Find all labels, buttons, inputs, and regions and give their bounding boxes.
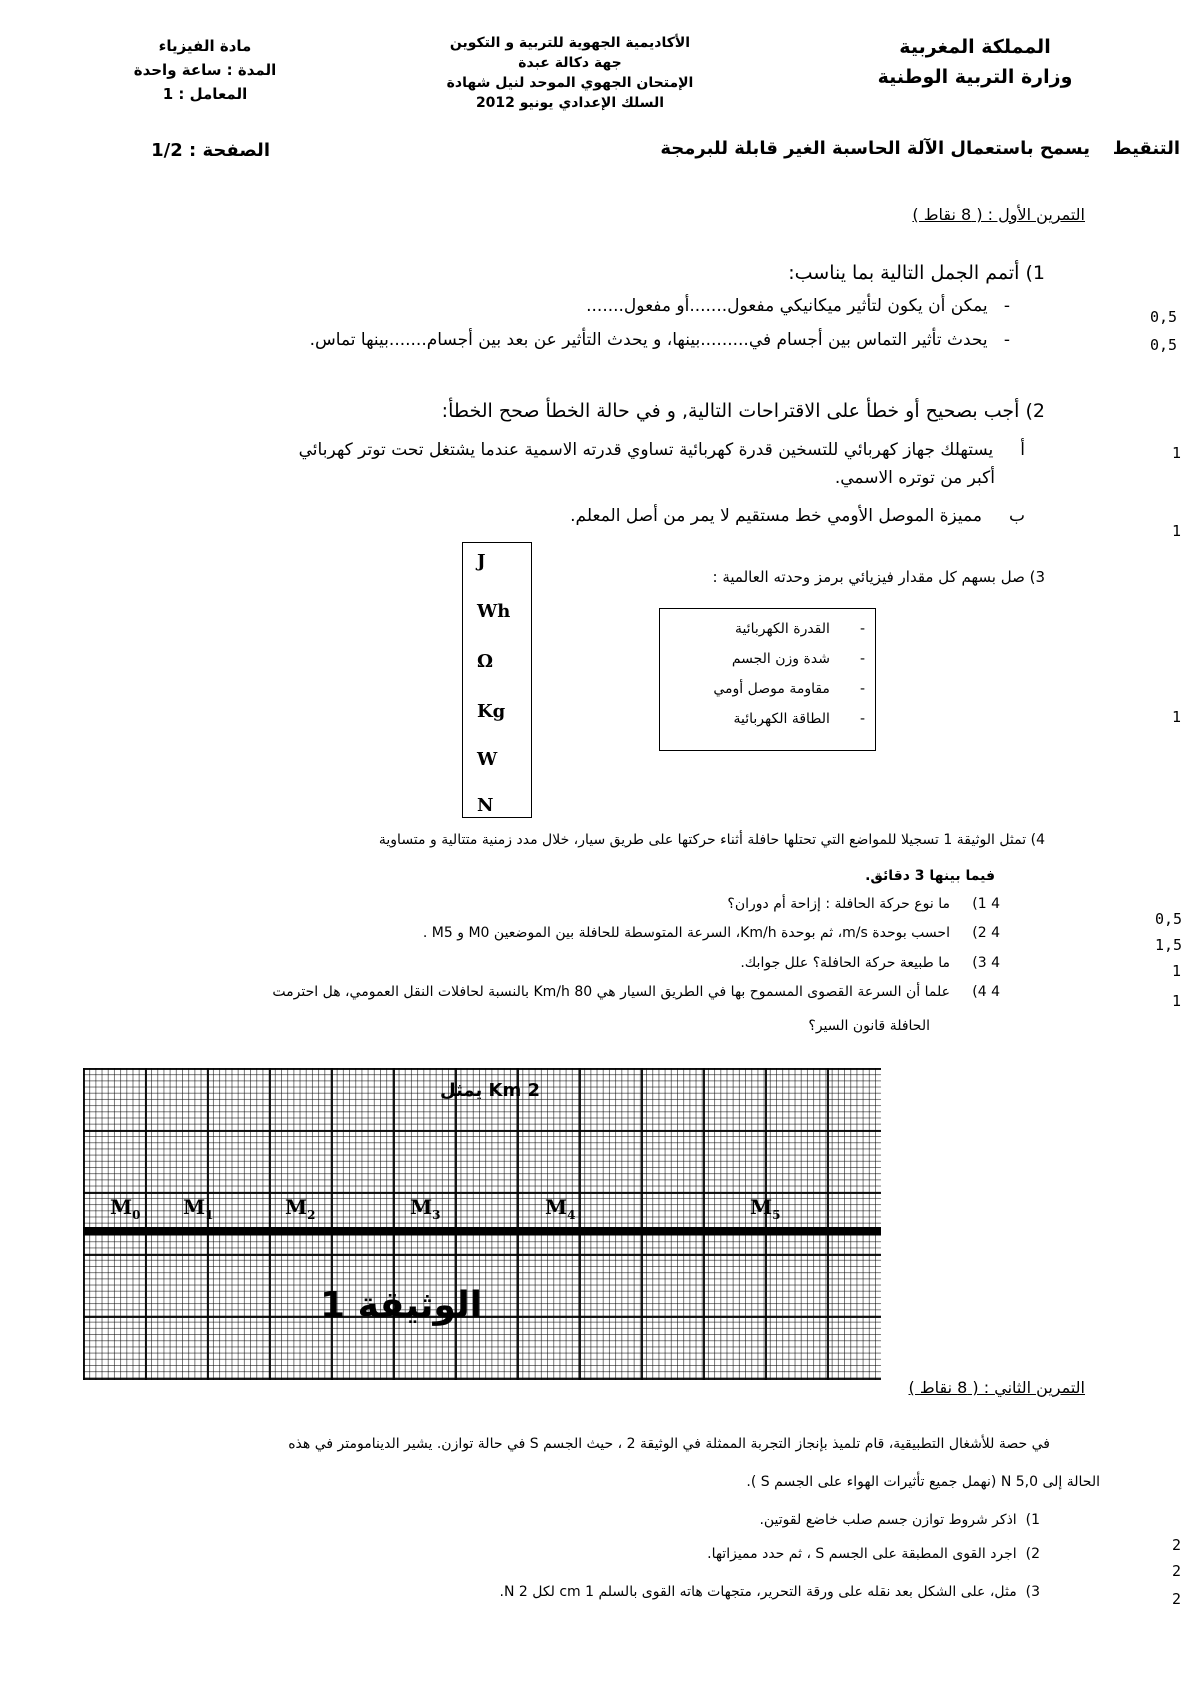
q2-a-line1 <box>40 440 1025 460</box>
bus-trajectory-line <box>83 1227 881 1235</box>
q3-number: 3) <box>1029 568 1045 586</box>
q4-number: 4) <box>1030 832 1045 848</box>
points-q4-1: 0,5 <box>1155 910 1183 928</box>
calculator-note: يسمح باستعمال الآلة الحاسبة الغير قابلة للبرمجة <box>660 138 1090 159</box>
q2-b-text: مميزة الموصل الأومي خط مستقيم لا يمر من أصل المعلم. <box>570 506 982 526</box>
q4-sub-3: 4 3) ما طبيعة حركة الحافلة؟ علل جوابك. <box>740 955 1000 971</box>
q2-a-line2: أكبر من توتره الاسمي. <box>834 468 995 488</box>
q4-sub-2: 4 2) احسب بوحدة m/s، ثم بوحدة Km/h، السرعة المتوسطة للحافلة بين الموضعين M0 و M5 . <box>422 925 1000 941</box>
points-q4-2: 1,5 <box>1155 936 1183 954</box>
document-1-grid <box>83 1068 881 1380</box>
q1-item-1-text: يمكن أن يكون لتأثير ميكانيكي مفعول.......أو مفعول....... <box>586 296 988 316</box>
q2-b-line <box>400 506 1025 526</box>
ex2-item-2: 2) اجرد القوى المطبقة على الجسم S ، ثم حدد مميزاتها. <box>707 1546 1040 1562</box>
q4-line2: فيما بينها 3 دقائق. <box>865 868 995 884</box>
position-m5: $M_5$ <box>750 1195 781 1222</box>
points-q4-4: 1 <box>1172 992 1182 1010</box>
q2-text: أجب بصحيح أو خطأ على الاقتراحات التالية, و في حالة الخطأ صحح الخطأ: <box>441 400 1020 422</box>
quantity-power: - القدرة الكهربائية <box>734 621 865 637</box>
subject-line: مادة الفيزياء <box>158 37 252 55</box>
unit-joule: J <box>477 551 486 572</box>
q4-line1 <box>40 832 1045 848</box>
points-ex2-1: 2 <box>1172 1536 1182 1554</box>
unit-ohm: Ω <box>477 651 494 672</box>
position-m4: $M_4$ <box>545 1195 576 1222</box>
scale-label: 2 Km يمثل <box>440 1080 541 1101</box>
q1-item-2: - يحدث تأثير التماس بين أجسام في.........بينها، و يحدث التأثير عن بعد بين أجسام.......بينها تماس. <box>309 330 1010 350</box>
coefficient-line: المعامل : 1 <box>162 85 248 103</box>
q2-line <box>300 400 1045 422</box>
q2-a-label: أ <box>1020 440 1025 460</box>
ex2-item-1: 1) اذكر شروط توازن جسم صلب خاضع لقوتين. <box>759 1512 1040 1528</box>
region-line: جهة دكالة عبدة <box>518 55 622 71</box>
q4-sub-4-cont: الحافلة قانون السير؟ <box>808 1018 930 1034</box>
q3-line <box>560 568 1045 586</box>
points-q2-a: 1 <box>1172 444 1182 462</box>
ex2-title: التمرين الثاني : ( 8 نقاط ) <box>908 1378 1085 1397</box>
points-q4-3: 1 <box>1172 962 1182 980</box>
q2-number: 2) <box>1025 400 1045 422</box>
q1-line <box>500 262 1045 284</box>
ex1-title: التمرين الأول : ( 8 نقاط ) <box>912 205 1085 224</box>
unit-kilogram: Kg <box>477 701 506 722</box>
exam-line: الإمتحان الجهوي الموحد لنيل شهادة <box>446 75 694 91</box>
kingdom-title: المملكة المغربية <box>899 36 1051 58</box>
unit-newton: N <box>477 795 494 816</box>
quantity-resistance: - مقاومة موصل أومي <box>713 681 865 697</box>
points-ex2-3: 2 <box>1172 1590 1182 1608</box>
unit-watt-hour: Wh <box>477 601 511 622</box>
q2-b-label: ب <box>1008 506 1025 526</box>
ex2-intro-1: في حصة للأشغال التطبيقية، قام تلميذ بإنجاز التجربة الممثلة في الوثيقة 2 ، حيث الجسم S في حالة توازن. يشير الدينامومتر في هذه <box>288 1436 1050 1452</box>
quantity-weight: - شدة وزن الجسم <box>731 651 865 667</box>
points-q1-1: 0,5 <box>1150 308 1178 326</box>
q4-text: تمثل الوثيقة 1 تسجيلا للمواضع التي تحتلها حافلة أثناء حركتها على طريق سيار، خلال مدد زمنية متتالية و متساوية <box>378 832 1027 848</box>
q3-text: صل بسهم كل مقدار فيزيائي برمز وحدته العالمية : <box>712 568 1025 586</box>
header-left <box>90 34 320 106</box>
header-center <box>405 33 735 113</box>
position-m1: $M_1$ <box>183 1195 214 1222</box>
page-number: الصفحة : 1/2 <box>151 140 270 161</box>
position-m0: $M_0$ <box>110 1195 141 1222</box>
unit-watt: W <box>477 749 498 770</box>
quantity-energy: - الطاقة الكهربائية <box>733 711 865 727</box>
position-m3: $M_3$ <box>410 1195 441 1222</box>
points-q2-b: 1 <box>1172 522 1182 540</box>
cycle-date-line: السلك الإعدادي يونيو 2012 <box>475 95 665 111</box>
grading-label: التنقيط <box>1112 138 1180 159</box>
document-1-title: الوثيقة 1 <box>320 1285 482 1326</box>
q1-item-2-text: يحدث تأثير التماس بين أجسام في.........بينها، و يحدث التأثير عن بعد بين أجسام.......بينها تماس. <box>309 330 988 350</box>
ex2-intro-2: الحالة إلى 5,0 N (نهمل جميع تأثيرات الهواء على الجسم S ). <box>746 1474 1100 1490</box>
position-m2: $M_2$ <box>285 1195 316 1222</box>
points-ex2-2: 2 <box>1172 1562 1182 1580</box>
points-q3: 1 <box>1172 708 1182 726</box>
q4-sub-1: 4 1) ما نوع حركة الحافلة : إزاحة أم دوران؟ <box>727 896 1000 912</box>
q1-item-1: - يمكن أن يكون لتأثير ميكانيكي مفعول.......أو مفعول....... <box>586 296 1010 316</box>
academy-line: الأكاديمية الجهوية للتربية و التكوين <box>449 35 691 51</box>
q4-sub-4: 4 4) علما أن السرعة القصوى المسموح بها في الطريق السيار هي 80 Km/h بالنسبة لحافلات النقل العمومي، هل احترمت <box>272 984 1000 1000</box>
units-box <box>462 542 532 818</box>
duration-line: المدة : ساعة واحدة <box>133 61 277 79</box>
ex2-item-3: 3) مثل، على الشكل بعد نقله على ورقة التحرير، متجهات هاته القوى بالسلم 1 cm لكل 2 N. <box>499 1584 1040 1600</box>
quantities-box <box>659 608 876 751</box>
points-q1-2: 0,5 <box>1150 336 1178 354</box>
q2-a-text: يستهلك جهاز كهربائي للتسخين قدرة كهربائية تساوي قدرته الاسمية عندما يشتغل تحت توتر كهربائي <box>298 440 994 460</box>
header-right <box>860 32 1090 92</box>
ministry-title: وزارة التربية الوطنية <box>877 66 1073 88</box>
q1-number: 1) <box>1025 262 1045 284</box>
q1-text: أتمم الجمل التالية بما يناسب: <box>788 262 1020 284</box>
